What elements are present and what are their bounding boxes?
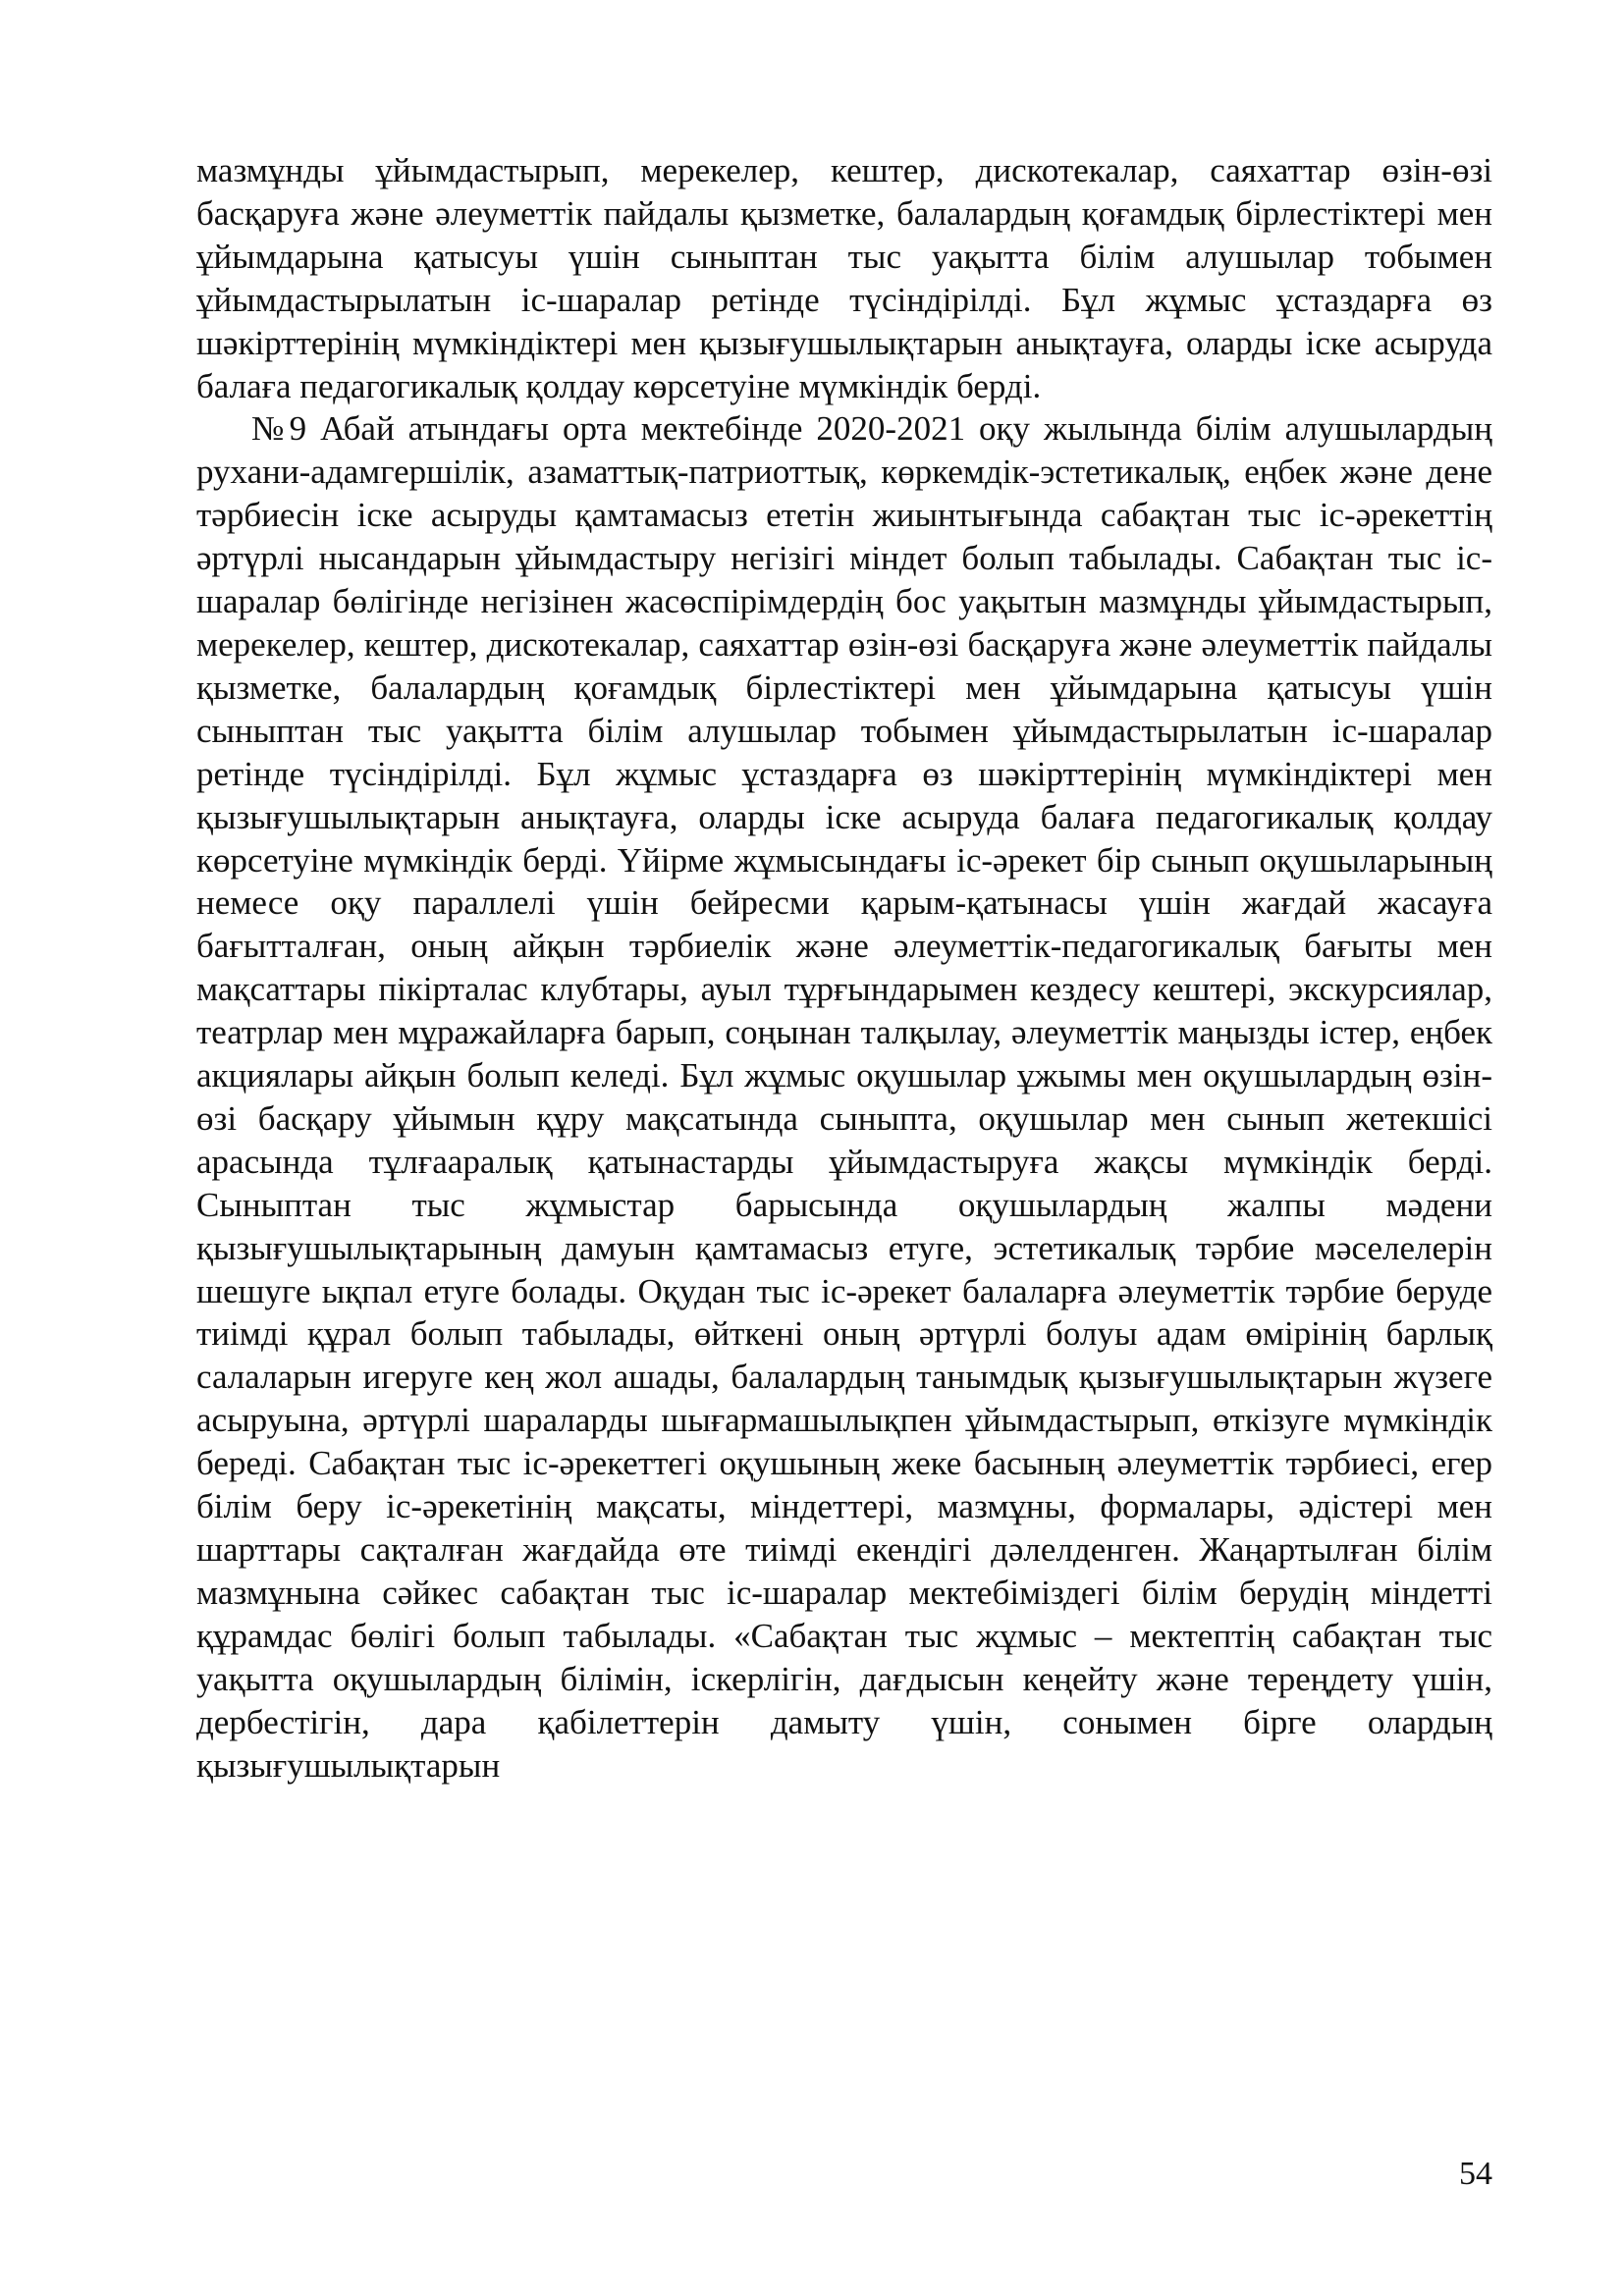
body-text	[196, 149, 1492, 1787]
page-number: 54	[1459, 2156, 1492, 2192]
paragraph-continuation: мазмұнды ұйымдастырып, мерекелер, кештер, дискотекалар, саяхаттар өзін-өзі басқаруға және әлеуметтік пайдалы қызметке, балалардың қоғамдық бірлестіктері мен ұйымдарына қатысуы үшін сыныптан тыс уақытта білім алушылар тобымен ұйымдастырылатын іс-шаралар ретінде түсіндірілді. Бұл жұмыс ұстаздарға өз шәкірттерінің мүмкіндіктері мен қызығушылықтарын анықтауға, оларды іске асыруда балаға педагогикалық қолдау көрсетуіне мүмкіндік берді.	[196, 151, 1492, 405]
paragraph-main: №9 Абай атындағы орта мектебінде 2020-2021 оқу жылында білім алушылардың рухани-адамгершілік, азаматтық-патриоттық, көркемдік-эстетикалық, еңбек және дене тәрбиесін іске асыруды қамтамасыз ететін жиынтығында сабақтан тыс іс-әрекеттің әртүрлі нысандарын ұйымдастыру негізігі міндет болып табылады. Сабақтан тыс іс-шаралар бөлігінде негізінен жасөспірімдердің бос уақытын мазмұнды ұйымдастырып, мерекелер, кештер, дискотекалар, саяхаттар өзін-өзі басқаруға және әлеуметтік пайдалы қызметке, балалардың қоғамдық бірлестіктері мен ұйымдарына қатысуы үшін сыныптан тыс уақытта білім алушылар тобымен ұйымдастырылатын іс-шаралар ретінде түсіндірілді. Бұл жұмыс ұстаздарға өз шәкірттерінің мүмкіндіктері мен қызығушылықтарын анықтауға, оларды іске асыруда балаға педагогикалық қолдау көрсетуіне мүмкіндік берді. Үйірме жұмысындағы іс-әрекет бір сынып оқушыларының немесе оқу параллелі үшін бейресми қарым-қатынасы үшін жағдай жасауға бағытталған, оның айқын тәрбиелік және әлеуметтік-педагогикалық бағыты мен мақсаттары пікірталас клубтары, ауыл тұрғындарымен кездесу кештері, экскурсиялар, театрлар мен мұражайларға барып, соңынан талқылау, әлеуметтік маңызды істер, еңбек акциялары айқын болып келеді. Бұл жұмыс оқушылар ұжымы мен оқушылардың өзін-өзі басқару ұйымын құру мақсатында сыныпта, оқушылар мен сынып жетекшісі арасында тұлғааралық қатынастарды ұйымдастыруға жақсы мүмкіндік берді. Сыныптан тыс жұмыстар барысында оқушылардың жалпы мәдени қызығушылықтарының дамуын қамтамасыз етуге, эстетикалық тәрбие мәселелерін шешуге ықпал етуге болады. Оқудан тыс іс-әрекет балаларға әлеуметтік тәрбие беруде тиімді құрал болып табылады, өйткені оның әртүрлі болуы адам өмірінің барлық салаларын игеруге кең жол ашады, балалардың танымдық қызығушылықтарын жүзеге асыруына, әртүрлі шараларды шығармашылықпен ұйымдастырып, өткізуге мүмкіндік береді. Сабақтан тыс іс-әрекеттегі оқушының жеке басының әлеуметтік тәрбиесі, егер білім беру іс-әрекетінің мақсаты, міндеттері, мазмұны, формалары, әдістері мен шарттары сақталған жағдайда өте тиімді екендігі дәлелденген. Жаңартылған білім мазмұнына сәйкес сабақтан тыс іс-шаралар мектебіміздегі білім берудің міндетті құрамдас бөлігі болып табылады. «Сабақтан тыс жұмыс – мектептің сабақтан тыс уақытта оқушылардың білімін, іскерлігін, дағдысын кеңейту және тереңдету үшін, дербестігін, дара қабілеттерін дамыту үшін, сонымен бірге олардың қызығушылықтарын	[196, 409, 1492, 1785]
